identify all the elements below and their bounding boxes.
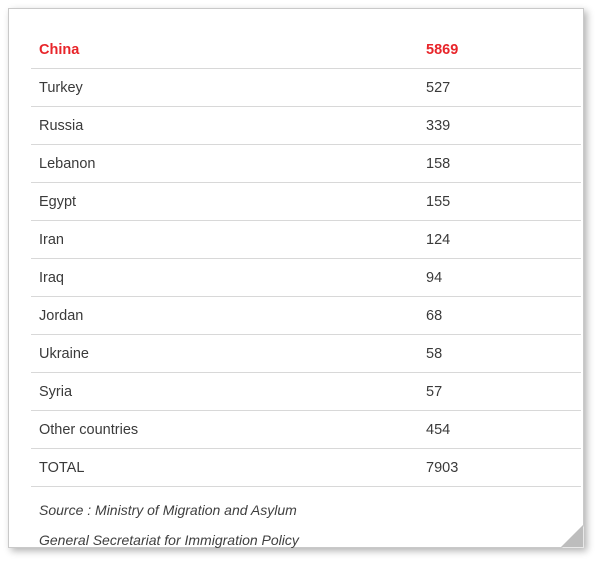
value-cell: 339 [416,107,581,145]
source-row [31,487,581,527]
table-row [31,297,581,335]
country-cell: Russia [31,107,416,145]
value-cell: 155 [416,183,581,221]
table-row [31,373,581,411]
value-cell: 58 [416,335,581,373]
value-cell: 527 [416,69,581,107]
table-row [31,145,581,183]
statistics-table [31,31,581,554]
table-row [31,221,581,259]
table-row-total [31,449,581,487]
table-row [31,107,581,145]
table-body [31,31,581,554]
table-row [31,259,581,297]
value-cell: 158 [416,145,581,183]
value-cell: 124 [416,221,581,259]
country-cell: Egypt [31,183,416,221]
document-frame [8,8,584,548]
source-line-2: General Secretariat for Immigration Policy [39,532,299,548]
page-fold-shade-icon [561,525,583,547]
table-row [31,335,581,373]
country-cell: Syria [31,373,416,411]
country-cell: Turkey [31,69,416,107]
country-cell: TOTAL [31,449,416,487]
country-cell: Jordan [31,297,416,335]
country-cell: Iraq [31,259,416,297]
table-row [31,69,581,107]
country-cell: Iran [31,221,416,259]
value-cell: 5869 [416,31,581,69]
country-cell: Ukraine [31,335,416,373]
value-cell: 68 [416,297,581,335]
country-cell: Lebanon [31,145,416,183]
table-row [31,183,581,221]
table-row [31,31,581,69]
value-cell: 57 [416,373,581,411]
country-cell: Other countries [31,411,416,449]
value-cell: 94 [416,259,581,297]
source-line-1: Source : Ministry of Migration and Asylum [39,501,297,518]
country-cell: China [31,31,416,69]
value-cell: 7903 [416,449,581,487]
value-cell: 454 [416,411,581,449]
source-row [31,526,581,554]
table-row [31,411,581,449]
